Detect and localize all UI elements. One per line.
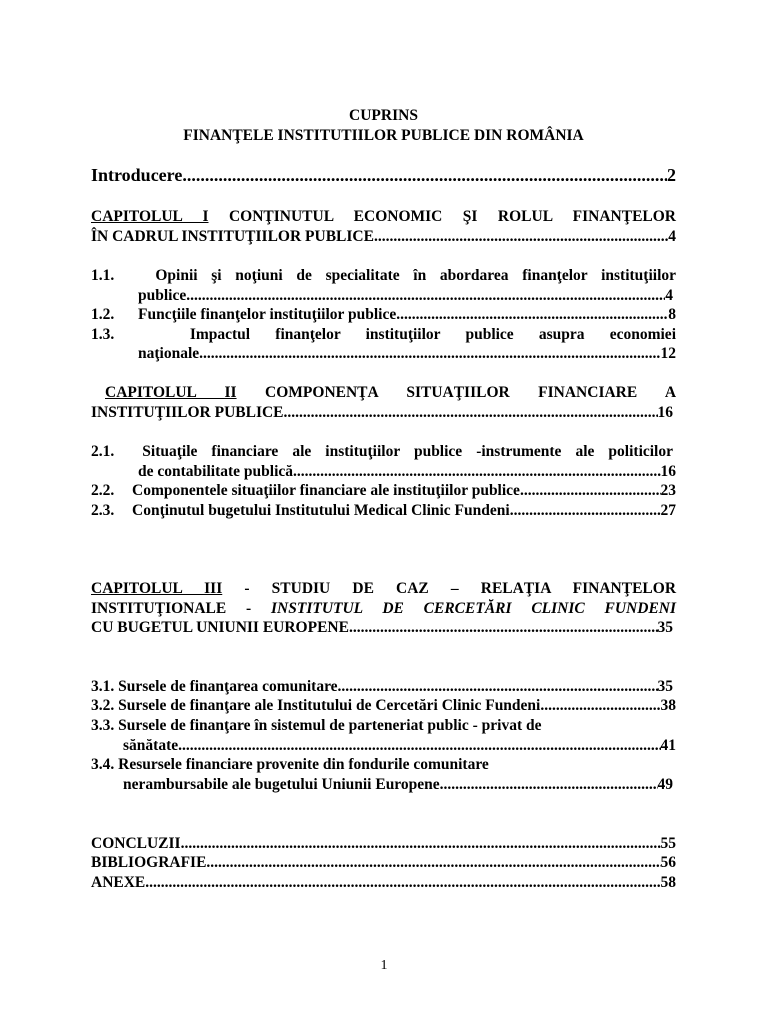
item-title: Opinii şi noţiuni de specialitate în abordarea finanţelor instituţiilor	[155, 267, 676, 284]
item-page: 8	[668, 306, 676, 323]
document-page	[91, 0, 676, 1024]
item-number: 1.1.	[91, 267, 115, 284]
toc-item-2-3	[91, 501, 676, 520]
item-title: Componentele situaţiilor financiare ale instituţiilor publice	[132, 482, 520, 499]
item-page: 49	[657, 776, 673, 793]
chapter-1-title-part1: CONŢINUTUL ECONOMIC ŞI ROLUL FINANŢELOR	[228, 208, 676, 225]
toc-entry-label: ANEXE	[91, 874, 146, 891]
item-title: Impactul finanţelor instituţiilor publice asupra economiei	[189, 326, 676, 343]
item-title: Sursele de finanţare în sistemul de parteneriat public - privat de	[118, 717, 542, 734]
chapter-3-institution: INSTITUTUL DE CERCETĂRI CLINIC FUNDENI	[271, 600, 677, 617]
chapter-1-heading-line1	[91, 207, 676, 226]
chapter-2-heading-line1	[105, 383, 676, 402]
chapter-1-heading-line2	[91, 227, 676, 246]
toc-item-1-3-cont	[138, 344, 676, 363]
item-number: 2.3.	[91, 502, 115, 519]
toc-item-3-4	[91, 755, 676, 774]
toc-entry-page: 58	[660, 874, 676, 891]
chapter-3-page: 35	[657, 619, 673, 636]
item-page: 16	[660, 463, 676, 480]
toc-entry-bibliografie	[91, 853, 676, 872]
chapter-3-title-part1: - STUDIU DE CAZ – RELAŢIA FINANŢELOR	[244, 580, 677, 597]
item-title: Sursele de finanţarea comunitare	[118, 678, 338, 695]
toc-item-2-1-cont	[138, 462, 676, 481]
item-page: 4	[665, 287, 673, 304]
chapter-3-title-part2: INSTITUŢIONALE -	[91, 600, 252, 617]
toc-entry-concluzii	[91, 834, 676, 853]
document-title: FINANŢELE INSTITUTIILOR PUBLICE DIN ROMÂNIA	[183, 127, 584, 144]
toc-item-3-4-cont	[123, 775, 673, 794]
item-title-cont: nerambursabile ale bugetului Uniunii Europene	[123, 776, 440, 793]
chapter-3-heading-line1	[91, 579, 676, 598]
item-title-cont: naţionale	[138, 345, 200, 362]
item-number: 2.1.	[91, 443, 115, 460]
chapter-1-label: CAPITOLUL I	[91, 208, 209, 225]
item-title-cont: publice	[138, 287, 187, 304]
toc-item-3-3	[91, 716, 676, 735]
item-number: 1.3.	[91, 326, 115, 343]
toc-entry-label: CONCLUZII	[91, 835, 181, 852]
page-number: 1	[380, 958, 388, 973]
item-title: Funcţiile finanţelor instituţiilor publice	[138, 306, 397, 323]
item-number: 3.3.	[91, 717, 115, 734]
toc-entry-anexe	[91, 873, 676, 892]
toc-item-1-2	[91, 305, 676, 324]
item-title: Resursele financiare provenite din fondurile comunitare	[118, 756, 489, 773]
item-page: 38	[660, 697, 676, 714]
item-page: 35	[657, 678, 673, 695]
toc-entry-page: 2	[667, 165, 676, 185]
item-page: 41	[660, 737, 676, 754]
item-title: Sursele de finanţare ale Institutului de Cercetări Clinic Fundeni	[118, 697, 541, 714]
item-title-cont: de contabilitate publică	[138, 463, 294, 480]
toc-title: CUPRINS	[349, 107, 418, 124]
chapter-3-label: CAPITOLUL III	[91, 580, 223, 597]
toc-item-3-3-cont	[123, 736, 676, 755]
toc-entry-page: 55	[660, 835, 676, 852]
toc-item-2-1	[91, 442, 673, 461]
item-number: 3.1.	[91, 678, 115, 695]
chapter-2-label: CAPITOLUL II	[105, 384, 237, 401]
chapter-3-title-part3: CU BUGETUL UNIUNII EUROPENE	[91, 619, 349, 636]
chapter-3-heading-line3	[91, 618, 673, 637]
toc-entry-page: 56	[660, 854, 676, 871]
item-number: 3.2.	[91, 697, 115, 714]
toc-entry-label: BIBLIOGRAFIE	[91, 854, 207, 871]
chapter-3-heading-line2	[91, 599, 676, 618]
chapter-2-title-part2: INSTITUŢIILOR PUBLICE	[91, 404, 284, 421]
item-page: 27	[660, 502, 676, 519]
toc-item-1-1-cont	[138, 286, 673, 305]
toc-item-2-2	[91, 481, 676, 500]
toc-entry-label: Introducere	[91, 165, 183, 185]
item-number: 2.2.	[91, 482, 115, 499]
toc-item-3-1	[91, 677, 673, 696]
toc-entry-introducere	[91, 166, 676, 185]
item-title: Conţinutul bugetului Institutului Medical Clinic Fundeni	[132, 502, 510, 519]
chapter-2-title-part1: COMPONENŢA SITUAŢIILOR FINANCIARE A	[265, 384, 677, 401]
toc-item-3-2	[91, 696, 676, 715]
chapter-1-title-part2: ÎN CADRUL INSTITUŢIILOR PUBLICE	[91, 228, 374, 245]
toc-item-1-3	[91, 325, 676, 344]
toc-item-1-1	[91, 266, 676, 285]
item-page: 12	[660, 345, 676, 362]
item-number: 1.2.	[91, 306, 115, 323]
item-page: 23	[660, 482, 676, 499]
item-title-cont: sănătate	[123, 737, 179, 754]
chapter-2-heading-line2	[91, 403, 673, 422]
chapter-2-page: 16	[657, 404, 673, 421]
item-title: Situaţile financiare ale instituţiilor publice -instrumente ale politicilor	[142, 443, 673, 460]
item-number: 3.4.	[91, 756, 115, 773]
chapter-1-page: 4	[668, 228, 676, 245]
